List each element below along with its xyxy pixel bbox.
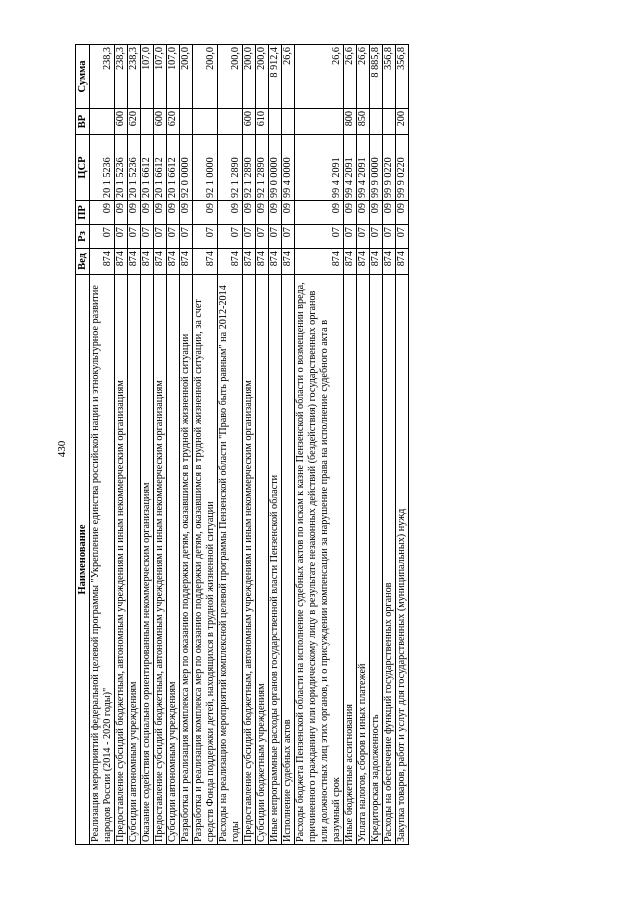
row-rz: 07 xyxy=(141,225,154,249)
row-csr: 92 0 0000 xyxy=(180,135,193,201)
table-header-row xyxy=(76,45,90,845)
row-csr: 92 1 2890 xyxy=(243,135,256,201)
row-vr xyxy=(370,109,383,135)
row-vr: 600 xyxy=(115,109,128,135)
row-vr xyxy=(193,109,218,135)
row-pr: 09 xyxy=(154,201,167,225)
row-rz: 07 xyxy=(344,225,357,249)
table-row xyxy=(383,45,396,845)
row-csr: 99 4 2091 xyxy=(295,135,344,201)
row-ved: 874 xyxy=(357,249,370,275)
row-pr: 09 xyxy=(269,201,282,225)
table-row xyxy=(180,45,193,845)
row-rz: 07 xyxy=(115,225,128,249)
row-vr xyxy=(295,109,344,135)
table-row xyxy=(141,45,154,845)
row-sum: 238,3 xyxy=(128,45,141,109)
row-ved: 874 xyxy=(141,249,154,275)
table-row xyxy=(115,45,128,845)
row-sum: 107,0 xyxy=(167,45,180,109)
table-row xyxy=(243,45,256,845)
budget-table-rotated xyxy=(75,45,565,845)
row-pr: 09 xyxy=(193,201,218,225)
row-sum: 8 912,4 xyxy=(269,45,282,109)
row-name: Предоставление субсидий бюджетным, автономным учреждениям и иным некоммерческим организациям xyxy=(154,275,167,845)
table-row xyxy=(370,45,383,845)
row-name: Расходы на обеспечение функций государственных органов xyxy=(383,275,396,845)
row-csr: 20 1 6612 xyxy=(141,135,154,201)
row-csr: 99 0 0000 xyxy=(269,135,282,201)
row-vr xyxy=(383,109,396,135)
row-csr: 20 1 5236 xyxy=(90,135,115,201)
row-pr: 09 xyxy=(180,201,193,225)
table-row xyxy=(357,45,370,845)
row-ved: 874 xyxy=(218,249,243,275)
row-name: Разработка и реализация комплекса мер по оказанию поддержки детям, оказавшимся в трудной жизненной ситуации, за счет средств Фонда поддержки детей, находящихся в трудной жизненной ситуации xyxy=(193,275,218,845)
header-name: Наименование xyxy=(76,275,90,845)
row-vr xyxy=(180,109,193,135)
row-sum: 26,6 xyxy=(357,45,370,109)
row-vr xyxy=(269,109,282,135)
row-pr: 09 xyxy=(256,201,269,225)
row-sum: 8 885,8 xyxy=(370,45,383,109)
row-rz: 07 xyxy=(154,225,167,249)
row-csr: 20 1 6612 xyxy=(154,135,167,201)
row-name: Закупка товаров, работ и услуг для государственных (муниципальных) нужд xyxy=(396,275,409,845)
row-pr: 09 xyxy=(295,201,344,225)
row-name: Предоставление субсидий бюджетным, автономным учреждениям и иным некоммерческим организациям xyxy=(115,275,128,845)
row-vr xyxy=(141,109,154,135)
row-vr xyxy=(90,109,115,135)
row-ved: 874 xyxy=(282,249,295,275)
row-ved: 874 xyxy=(383,249,396,275)
table-row xyxy=(193,45,218,845)
row-pr: 09 xyxy=(357,201,370,225)
row-pr: 09 xyxy=(396,201,409,225)
table-row xyxy=(167,45,180,845)
row-vr: 600 xyxy=(243,109,256,135)
row-pr: 09 xyxy=(167,201,180,225)
row-csr: 99 4 2091 xyxy=(357,135,370,201)
row-rz: 07 xyxy=(193,225,218,249)
row-sum: 356,8 xyxy=(383,45,396,109)
table-row xyxy=(218,45,243,845)
row-vr: 620 xyxy=(128,109,141,135)
row-sum: 107,0 xyxy=(154,45,167,109)
page-number: 430 xyxy=(56,440,68,458)
row-rz: 07 xyxy=(396,225,409,249)
row-rz: 07 xyxy=(370,225,383,249)
row-sum: 200,0 xyxy=(243,45,256,109)
row-vr: 600 xyxy=(154,109,167,135)
row-name: Иные бюджетные ассигнования xyxy=(344,275,357,845)
row-csr: 20 1 5236 xyxy=(128,135,141,201)
row-sum: 26,6 xyxy=(295,45,344,109)
row-pr: 09 xyxy=(128,201,141,225)
row-rz: 07 xyxy=(357,225,370,249)
row-name: Реализация мероприятий федеральной целевой программы "Укрепление единства российской нации и этнокультурное развитие народов России (2014 - 2020 годы)" xyxy=(90,275,115,845)
row-rz: 07 xyxy=(128,225,141,249)
row-ved: 874 xyxy=(180,249,193,275)
row-vr: 200 xyxy=(396,109,409,135)
row-sum: 200,0 xyxy=(256,45,269,109)
header-sum: Сумма xyxy=(76,45,90,109)
table-row xyxy=(295,45,344,845)
row-pr: 09 xyxy=(90,201,115,225)
row-sum: 107,0 xyxy=(141,45,154,109)
row-vr xyxy=(282,109,295,135)
row-rz: 07 xyxy=(243,225,256,249)
row-csr: 99 9 0220 xyxy=(396,135,409,201)
header-pr: ПР xyxy=(76,201,90,225)
row-sum: 238,3 xyxy=(115,45,128,109)
row-ved: 874 xyxy=(370,249,383,275)
row-sum: 26,6 xyxy=(282,45,295,109)
row-ved: 874 xyxy=(90,249,115,275)
header-rz: Рз xyxy=(76,225,90,249)
row-ved: 874 xyxy=(295,249,344,275)
row-csr: 92 1 0000 xyxy=(193,135,218,201)
row-sum: 200,0 xyxy=(180,45,193,109)
row-name: Разработка и реализация комплекса мер по оказанию поддержки детям, оказавшимся в трудной жизненной ситуации xyxy=(180,275,193,845)
header-ved: Вед xyxy=(76,249,90,275)
row-rz: 07 xyxy=(282,225,295,249)
row-name: Предоставление субсидий бюджетным, автономным учреждениям и иным некоммерческим организациям xyxy=(243,275,256,845)
row-rz: 07 xyxy=(269,225,282,249)
row-name: Расходы бюджета Пензенской области на исполнение судебных актов по искам к казне Пензенской области о возмещении вреда, причиненного гражданину или юридическому лицу в результате незаконных действий (бездействия) государственных органов или должностных лиц этих органов, и о присуждении компенсации за нарушение права на исполнение судебного акта в разумный срок xyxy=(295,275,344,845)
row-ved: 874 xyxy=(154,249,167,275)
row-vr: 610 xyxy=(256,109,269,135)
budget-table xyxy=(75,44,409,845)
table-row xyxy=(344,45,357,845)
row-sum: 200,0 xyxy=(193,45,218,109)
table-row xyxy=(128,45,141,845)
row-pr: 09 xyxy=(218,201,243,225)
row-csr: 92 1 2890 xyxy=(218,135,243,201)
row-vr: 800 xyxy=(344,109,357,135)
header-vr: ВР xyxy=(76,109,90,135)
row-ved: 874 xyxy=(243,249,256,275)
row-sum: 238,3 xyxy=(90,45,115,109)
row-ved: 874 xyxy=(193,249,218,275)
row-name: Кредиторская задолженность xyxy=(370,275,383,845)
row-name: Субсидии автономным учреждениям xyxy=(167,275,180,845)
row-ved: 874 xyxy=(269,249,282,275)
header-csr: ЦСР xyxy=(76,135,90,201)
row-name: Исполнение судебных актов xyxy=(282,275,295,845)
table-row xyxy=(269,45,282,845)
table-row xyxy=(256,45,269,845)
row-vr: 620 xyxy=(167,109,180,135)
row-csr: 92 1 2890 xyxy=(256,135,269,201)
table-row xyxy=(396,45,409,845)
row-rz: 07 xyxy=(295,225,344,249)
row-vr: 850 xyxy=(357,109,370,135)
row-rz: 07 xyxy=(167,225,180,249)
row-ved: 874 xyxy=(115,249,128,275)
row-name: Субсидии бюджетным учреждениям xyxy=(256,275,269,845)
row-pr: 09 xyxy=(243,201,256,225)
row-ved: 874 xyxy=(167,249,180,275)
row-rz: 07 xyxy=(180,225,193,249)
row-pr: 09 xyxy=(282,201,295,225)
row-pr: 09 xyxy=(344,201,357,225)
row-name: Уплата налогов, сборов и иных платежей xyxy=(357,275,370,845)
row-vr xyxy=(218,109,243,135)
row-sum: 26,6 xyxy=(344,45,357,109)
row-csr: 20 1 6612 xyxy=(167,135,180,201)
row-rz: 07 xyxy=(218,225,243,249)
row-sum: 356,8 xyxy=(396,45,409,109)
table-row xyxy=(282,45,295,845)
row-rz: 07 xyxy=(256,225,269,249)
row-pr: 09 xyxy=(115,201,128,225)
row-ved: 874 xyxy=(396,249,409,275)
row-csr: 20 1 5236 xyxy=(115,135,128,201)
table-row xyxy=(90,45,115,845)
row-ved: 874 xyxy=(128,249,141,275)
row-csr: 99 4 2091 xyxy=(344,135,357,201)
row-csr: 99 4 0000 xyxy=(282,135,295,201)
row-csr: 99 9 0220 xyxy=(383,135,396,201)
row-csr: 99 9 0000 xyxy=(370,135,383,201)
row-name: Оказание содействия социально ориентированным некоммерческим организациям xyxy=(141,275,154,845)
table-row xyxy=(154,45,167,845)
row-name: Расходы на реализацию мероприятий комплексной целевой программы Пензенской области "Право быть равным" на 2012-2014 годы xyxy=(218,275,243,845)
row-pr: 09 xyxy=(141,201,154,225)
row-ved: 874 xyxy=(256,249,269,275)
row-ved: 874 xyxy=(344,249,357,275)
row-rz: 07 xyxy=(90,225,115,249)
row-name: Иные непрограммные расходы органов государственной власти Пензенской области xyxy=(269,275,282,845)
row-pr: 09 xyxy=(370,201,383,225)
row-rz: 07 xyxy=(383,225,396,249)
row-sum: 200,0 xyxy=(218,45,243,109)
row-pr: 09 xyxy=(383,201,396,225)
row-name: Субсидии автономным учреждениям xyxy=(128,275,141,845)
